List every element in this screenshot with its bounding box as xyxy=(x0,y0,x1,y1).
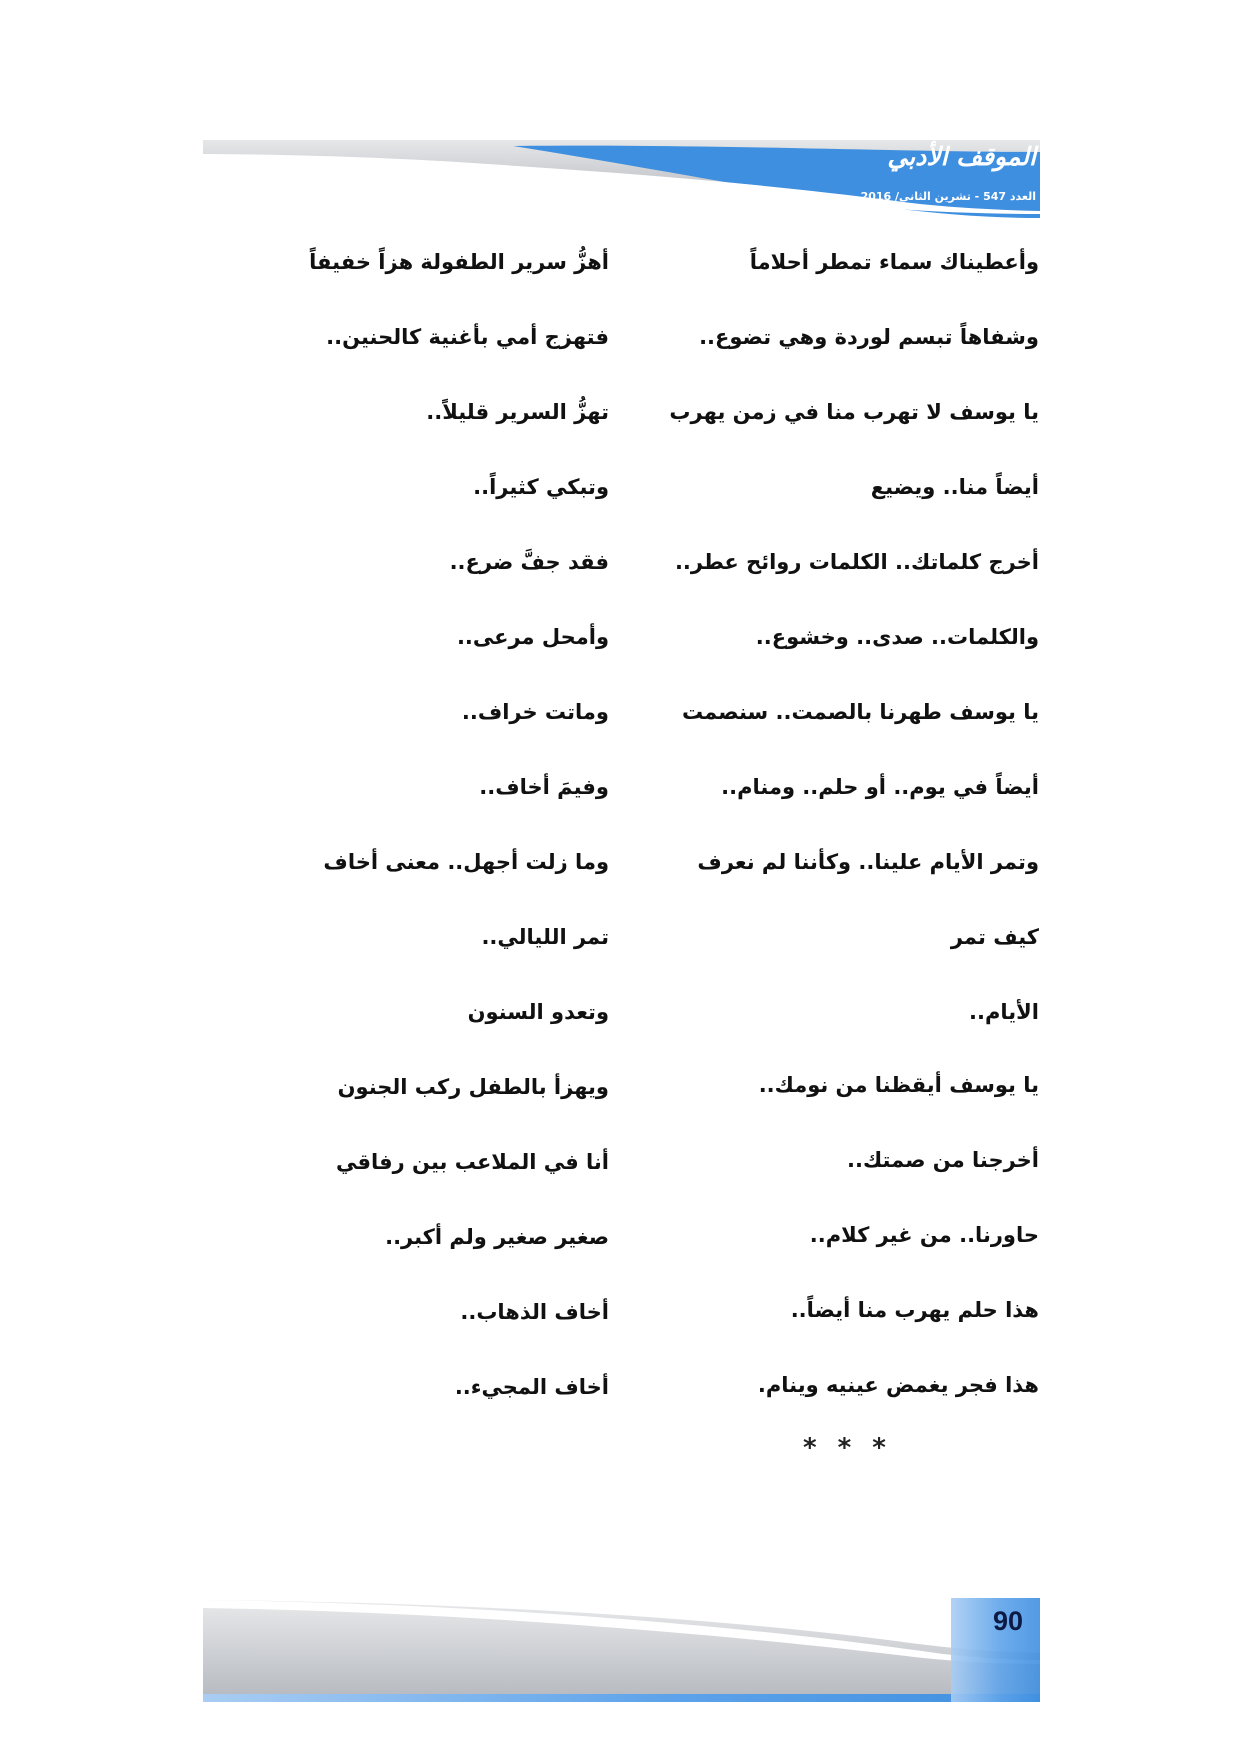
poem-line: وفيمَ أخاف.. xyxy=(479,775,609,799)
poem-line: أيضاً في يوم.. أو حلم.. ومنام.. xyxy=(721,775,1039,799)
poem-line: يا يوسف أيقظنا من نومك.. xyxy=(758,1073,1039,1097)
poem-line: وماتت خراف.. xyxy=(461,700,609,724)
poem-line: فتهزج أمي بأغنية كالحنين.. xyxy=(326,325,609,349)
poem-line: يا يوسف لا تهرب منا في زمن يهرب xyxy=(669,400,1039,424)
poem-line: هذا حلم يهرب منا أيضاً.. xyxy=(790,1298,1039,1322)
poem-column-left xyxy=(279,242,609,1442)
poem-line: حاورنا.. من غير كلام.. xyxy=(809,1223,1039,1247)
magazine-logo: الموقف الأدبي xyxy=(887,142,1036,171)
poem-line: هذا فجر يغمض عينيه وينام. xyxy=(757,1373,1039,1397)
poem-line: الأيام.. xyxy=(969,1000,1039,1024)
poem-line: وتعدو السنون xyxy=(467,1000,609,1024)
poem-line: صغير صغير ولم أكبر.. xyxy=(385,1225,609,1249)
poem-line: أخرجنا من صمتك.. xyxy=(847,1148,1039,1172)
poem-line: وأمحل مرعى.. xyxy=(456,625,609,649)
poem-line: يا يوسف طهرنا بالصمت.. سنصمت xyxy=(681,700,1039,724)
poem-line: أخاف الذهاب.. xyxy=(460,1300,609,1324)
poem-line: أخرج كلماتك.. الكلمات روائح عطر.. xyxy=(674,550,1039,574)
poem-line: كيف تمر xyxy=(950,925,1039,949)
poem-line: أنا في الملاعب بين رفاقي xyxy=(336,1150,609,1174)
poem-line: وتبكي كثيراً.. xyxy=(473,475,609,499)
footer-banner xyxy=(203,1598,1040,1702)
poem-column-right xyxy=(669,242,1039,1442)
poem-line: ويهزأ بالطفل ركب الجنون xyxy=(337,1075,609,1099)
poem-line: فقد جفَّ ضرع.. xyxy=(449,550,609,574)
poem-line: تهزُّ السرير قليلاً.. xyxy=(426,400,609,424)
poem-line: تمر الليالي.. xyxy=(481,925,609,949)
poem-line: وتمر الأيام علينا.. وكأننا لم نعرف xyxy=(697,850,1039,874)
poem-line: أهزُّ سرير الطفولة هزاً خفيفاً xyxy=(309,250,609,274)
section-separator: * * * xyxy=(803,1433,892,1463)
issue-info: العدد 547 - تشرين الثاني/ 2016 xyxy=(860,190,1036,203)
poem-line: والكلمات.. صدى.. وخشوع.. xyxy=(755,625,1039,649)
poem-line: وأعطيناك سماء تمطر أحلاماً xyxy=(749,250,1039,274)
poem-line: وشفاهاً تبسم لوردة وهي تضوع.. xyxy=(699,325,1039,349)
poem-line: أخاف المجيء.. xyxy=(454,1375,609,1399)
poem-line: أيضاً منا.. ويضيع xyxy=(870,475,1039,499)
page-number: 90 xyxy=(993,1606,1024,1636)
poem-line: وما زلت أجهل.. معنى أخاف xyxy=(323,850,609,874)
